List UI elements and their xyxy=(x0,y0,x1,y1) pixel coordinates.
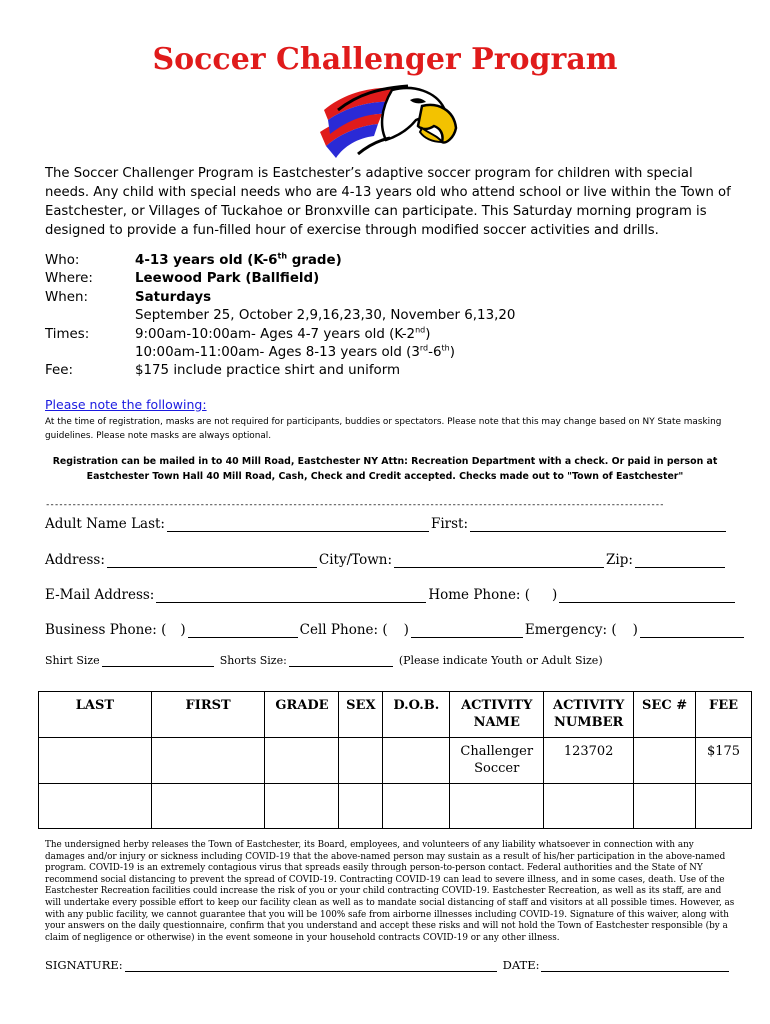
header-sex: SEX xyxy=(339,692,383,738)
where-label: Where: xyxy=(45,271,93,287)
table-row xyxy=(39,738,752,784)
who-label: Who: xyxy=(45,253,80,268)
cut-line-divider: -------------------------------------------------------------------------------------------------------------------------------------------- xyxy=(45,500,664,510)
email-row xyxy=(45,587,737,603)
zip-field[interactable] xyxy=(635,554,725,568)
shirt-size-field[interactable] xyxy=(102,657,214,667)
address-row xyxy=(45,552,727,568)
page-title: Soccer Challenger Program xyxy=(152,42,618,77)
first-name-field[interactable] xyxy=(470,518,726,532)
note-heading-link[interactable]: Please note the following: xyxy=(45,397,207,412)
size-note: (Please indicate Youth or Adult Size) xyxy=(398,654,603,667)
liability-waiver: The undersigned herby releases the Town of Eastchester, its Board, employees, and volunteers of any liability whatsoever in connection with any damages and/or injury or sickness including COVID-19 that the above-named person may sustain as a result of his/her participation in the above-named program. COVID-19 is an extremely contagious virus that spreads easily through person-to-person contact. Federal authorities and the State of NY recommend social distancing to prevent the spread of COVID-19. Contracting COVID-19 can lead to severe illness, and in some cases, death. Use of the Eastchester Recreation facilities could increase the risk of you or your child contracting COVID-19. Eastchester Recreation, as well as its staff, are and will undertake every possible effort to keep our facility clean as well as to mandate social distancing of staff and visitors at all possible times. However, as with any public facility, we cannot guarantee that you will be 100% safe from airborne illnesses including COVID-19. Signature of this waiver, along with your answers on the daily questionnaire, confirm that you understand and accept these risks and will not hold the Town of Eastchester responsible (by a claim of negligence or otherwise) in the event someone in your household contracts COVID-19 or any other illness. xyxy=(45,840,735,943)
header-first: FIRST xyxy=(151,692,265,738)
cell-activity-name[interactable] xyxy=(450,784,544,829)
address-field[interactable] xyxy=(107,554,317,568)
emergency-paren: ) xyxy=(632,622,638,638)
emergency-label: Emergency: ( xyxy=(524,622,617,638)
header-fee: FEE xyxy=(696,692,752,738)
header-grade: GRADE xyxy=(265,692,339,738)
times-label: Times: xyxy=(45,326,90,342)
cell-first[interactable] xyxy=(151,784,265,829)
home-phone-label: Home Phone: ( xyxy=(428,587,531,603)
date-field[interactable] xyxy=(541,960,729,972)
registration-instructions: Registration can be mailed in to 40 Mill Road, Eastchester NY Attn: Recreation Department with a check. Or paid in person at Eastchester Town Hall 40 Mill Road, Cash, Check and Credit accepted. Checks made out to "Town of Eastchester" xyxy=(52,456,718,482)
time-slot-2: 10:00am-11:00am- Ages 8-13 years old (3rd-6th) xyxy=(135,343,455,361)
cell-dob[interactable] xyxy=(383,738,450,784)
cell-phone-paren: ) xyxy=(403,622,409,638)
phones-row xyxy=(45,622,746,638)
date-label: DATE: xyxy=(502,958,540,972)
fee-value: $175 include practice shirt and uniform xyxy=(135,363,401,379)
business-phone-field[interactable] xyxy=(188,624,298,638)
shirt-size-label: Shirt Size xyxy=(45,654,100,667)
signature-label: SIGNATURE: xyxy=(45,958,123,972)
fee-label: Fee: xyxy=(45,363,73,379)
cell-dob[interactable] xyxy=(383,784,450,829)
home-phone-paren: ) xyxy=(552,587,558,603)
city-town-label: City/Town: xyxy=(318,552,393,568)
cell-sec[interactable] xyxy=(634,738,696,784)
table-row xyxy=(39,784,752,829)
first-name-label: First: xyxy=(430,516,469,532)
dates-value: September 25, October 2,9,16,23,30, November 6,13,20 xyxy=(135,308,516,324)
signature-row xyxy=(45,958,731,972)
header-activity-number: ACTIVITY NUMBER xyxy=(544,692,634,738)
emergency-field[interactable] xyxy=(640,624,744,638)
header-sec: SEC # xyxy=(634,692,696,738)
cell-sex[interactable] xyxy=(339,738,383,784)
cell-activity-number[interactable] xyxy=(544,784,634,829)
cell-grade[interactable] xyxy=(265,784,339,829)
time-slot-1: 9:00am-10:00am- Ages 4-7 years old (K-2nd) xyxy=(135,325,431,342)
where-value: Leewood Park (Ballfield) xyxy=(135,271,320,287)
cell-activity-number: 123702 xyxy=(544,738,634,784)
zip-label: Zip: xyxy=(606,552,633,568)
masking-note: At the time of registration, masks are not required for participants, buddies or spectators. Please note that this may change based on NY State masking guidelines. Please note masks are always optional. xyxy=(45,417,722,441)
adult-name-last-field[interactable] xyxy=(167,518,429,532)
home-phone-field[interactable] xyxy=(559,589,735,603)
business-phone-label: Business Phone: ( xyxy=(45,622,167,638)
cell-last[interactable] xyxy=(39,784,152,829)
when-label: When: xyxy=(45,289,88,305)
table-header-row xyxy=(39,692,752,738)
adult-name-last-label: Adult Name Last: xyxy=(45,516,165,532)
city-town-field[interactable] xyxy=(394,554,604,568)
registration-table xyxy=(38,691,752,829)
cell-fee[interactable] xyxy=(696,784,752,829)
cell-grade[interactable] xyxy=(265,738,339,784)
cell-last[interactable] xyxy=(39,738,152,784)
cell-phone-field[interactable] xyxy=(411,624,523,638)
cell-activity-name: Challenger Soccer xyxy=(450,738,544,784)
business-phone-paren: ) xyxy=(180,622,186,638)
cell-sex[interactable] xyxy=(339,784,383,829)
eagle-head-icon xyxy=(318,80,458,166)
header-last: LAST xyxy=(39,692,152,738)
program-description: The Soccer Challenger Program is Eastchester’s adaptive soccer program for children with special needs. Any child with special needs who are 4-13 years old who attend school or live within the Town of Eastchester, or Villages of Tuckahoe or Bronxville can participate. This Saturday morning program is designed to provide a fun-filled hour of exercise through modified soccer activities and drills. xyxy=(45,166,731,238)
cell-fee: $175 xyxy=(696,738,752,784)
adult-name-row xyxy=(45,516,728,532)
when-value: Saturdays xyxy=(135,289,212,305)
address-label: Address: xyxy=(45,552,105,568)
shorts-size-field[interactable] xyxy=(289,657,393,667)
email-field[interactable] xyxy=(156,589,426,603)
cell-first[interactable] xyxy=(151,738,265,784)
who-value: 4-13 years old (K-6th grade) xyxy=(135,251,342,268)
cell-sec[interactable] xyxy=(634,784,696,829)
cell-phone-label: Cell Phone: ( xyxy=(299,622,388,638)
program-details xyxy=(45,252,695,381)
shorts-size-label: Shorts Size: xyxy=(219,654,287,667)
sizes-row xyxy=(45,654,603,667)
signature-field[interactable] xyxy=(125,960,497,972)
email-label: E-Mail Address: xyxy=(45,587,155,603)
header-dob: D.O.B. xyxy=(383,692,450,738)
header-activity-name: ACTIVITY NAME xyxy=(450,692,544,738)
